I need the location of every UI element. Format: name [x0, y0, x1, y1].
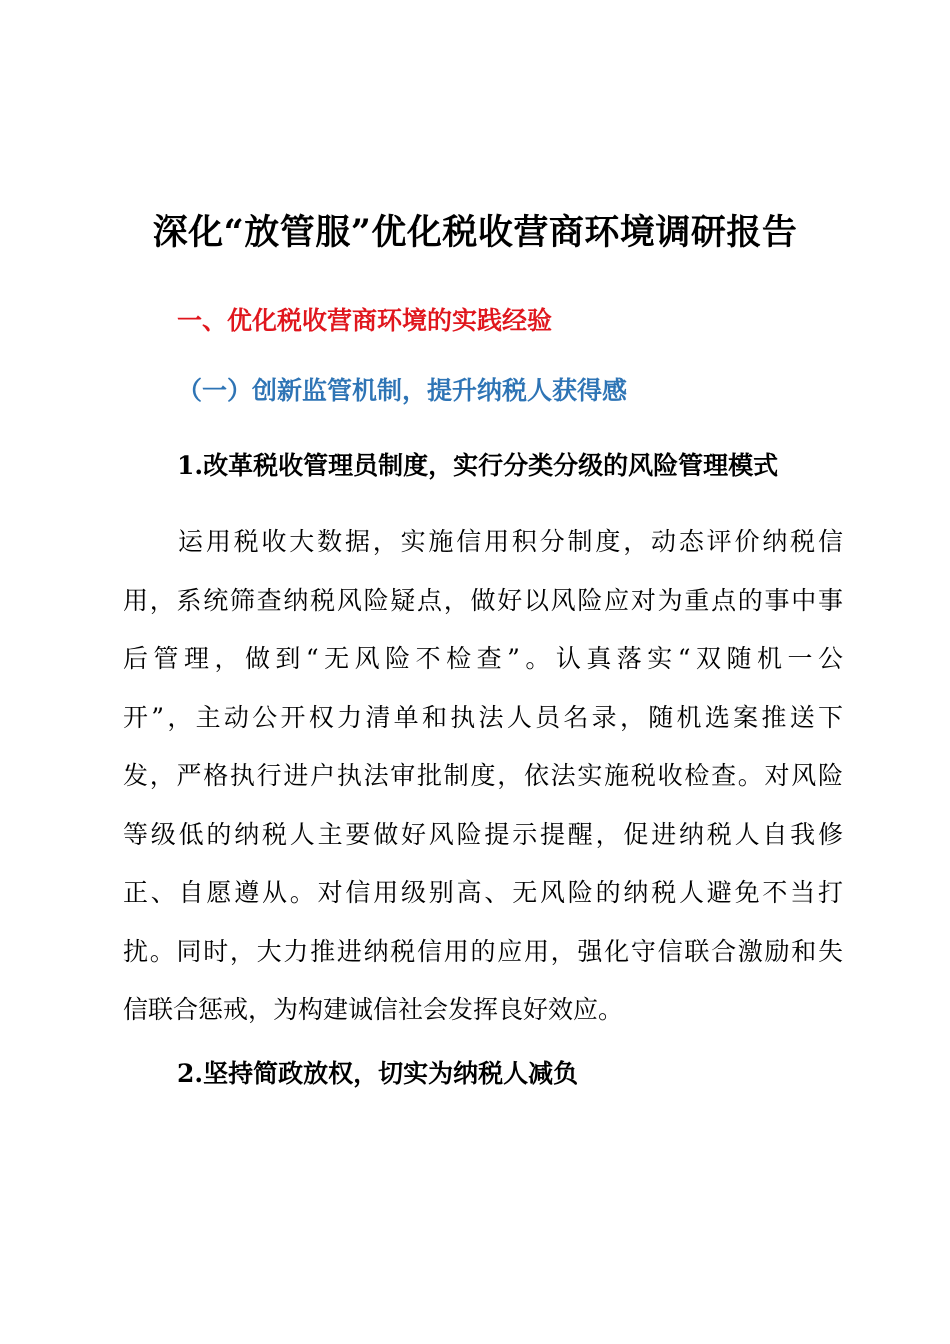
paragraph-line: 等级低的纳税人主要做好风险提示提醒，促进纳税人自我修: [123, 819, 843, 849]
paragraph-line: 后管理，做到“无风险不检查”。认真落实“双随机一公: [123, 644, 843, 673]
paragraph-line: 发，严格执行进户执法审批制度，依法实施税收检查。对风险: [123, 761, 843, 790]
paragraph-line: 扰。同时，大力推进纳税信用的应用，强化守信联合激励和失: [123, 936, 843, 966]
paragraph-line: 运用税收大数据，实施信用积分制度，动态评价纳税信: [178, 527, 843, 556]
paragraph-line: 信联合惩戒，为构建诚信社会发挥良好效应。: [123, 995, 624, 1024]
paragraph-1: [123, 513, 843, 1040]
paragraph-line: 开”，主动公开权力清单和执法人员名录，随机选案推送下: [123, 702, 843, 732]
paragraph-line: 用，系统筛查纳税风险疑点，做好以风险应对为重点的事中事: [123, 585, 843, 615]
subsection-heading-1: （一）创新监管机制，提升纳税人获得感: [177, 376, 628, 405]
paragraph-line: 正、自愿遵从。对信用级别高、无风险的纳税人避免不当打: [123, 878, 843, 907]
item-heading-1: 1.改革税收管理员制度，实行分类分级的风险管理模式: [177, 451, 779, 480]
section-heading-1: 一、优化税收营商环境的实践经验: [177, 306, 553, 335]
item-heading-2: 2.坚持简政放权，切实为纳税人减负: [177, 1059, 579, 1088]
document-title: 深化“放管服”优化税收营商环境调研报告: [152, 212, 798, 253]
